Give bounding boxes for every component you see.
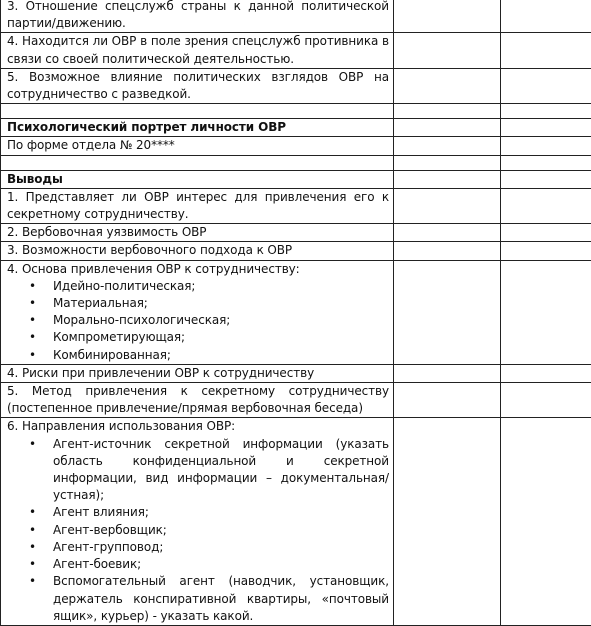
row-cell xyxy=(1,260,394,364)
empty-cell xyxy=(501,155,591,170)
empty-cell xyxy=(501,188,591,223)
bullet-icon: • xyxy=(29,556,39,573)
list-item xyxy=(29,329,389,346)
list-item xyxy=(29,504,389,521)
empty-cell xyxy=(394,33,501,68)
row-text: 5. Метод привлечения к секретному сотрудничеству (постепенное привлечение/прямая вербовочная беседа) xyxy=(1,383,394,418)
list-item xyxy=(29,556,389,573)
list-item xyxy=(29,573,389,625)
empty-cell xyxy=(501,33,591,68)
table-row xyxy=(1,155,591,170)
empty-cell xyxy=(394,418,501,625)
list-item xyxy=(29,436,389,505)
empty-cell xyxy=(1,155,394,170)
bullet-icon: • xyxy=(29,436,39,453)
empty-cell xyxy=(501,68,591,103)
section-heading: Выводы xyxy=(1,170,394,188)
list-item-text: Агент-вербовщик; xyxy=(53,523,167,537)
table-row xyxy=(1,260,591,364)
row-text: 2. Вербовочная уязвимость ОВР xyxy=(1,224,394,242)
table-row xyxy=(1,33,591,68)
list-item xyxy=(29,347,389,364)
row-text: 4. Основа привлечения ОВР к сотрудничеству: xyxy=(7,261,389,278)
list-item xyxy=(29,278,389,295)
empty-cell xyxy=(394,383,501,418)
list-item-text: Агент влияния; xyxy=(53,505,149,519)
row-text: 5. Возможное влияние политических взглядов ОВР на сотрудничество с разведкой. xyxy=(1,68,394,103)
empty-cell xyxy=(501,364,591,382)
empty-cell xyxy=(394,364,501,382)
empty-cell xyxy=(394,104,501,119)
row-text: 3. Возможности вербовочного подхода к ОВР xyxy=(1,242,394,260)
bullet-list xyxy=(7,436,389,625)
empty-cell xyxy=(394,68,501,103)
empty-cell xyxy=(501,418,591,625)
table-row xyxy=(1,242,591,260)
empty-cell xyxy=(394,137,501,155)
table-row xyxy=(1,364,591,382)
row-cell xyxy=(1,418,394,625)
row-text: 6. Направления использования ОВР: xyxy=(7,418,389,435)
list-item xyxy=(29,312,389,329)
table-row xyxy=(1,188,591,223)
table-row xyxy=(1,383,591,418)
table-row xyxy=(1,68,591,103)
bullet-icon: • xyxy=(29,347,39,364)
empty-cell xyxy=(394,242,501,260)
empty-cell xyxy=(501,224,591,242)
list-item-text: Агент-групповод; xyxy=(53,540,163,554)
bullet-icon: • xyxy=(29,522,39,539)
list-item xyxy=(29,295,389,312)
row-text: По форме отдела № 20**** xyxy=(1,137,394,155)
table-row xyxy=(1,170,591,188)
list-item xyxy=(29,539,389,556)
list-item-text: Вспомогательный агент (наводчик, установщик, держатель конспиративной квартиры, «почтовый ящик», курьер) - указать какой. xyxy=(53,574,389,622)
empty-cell xyxy=(501,260,591,364)
empty-cell xyxy=(394,188,501,223)
empty-cell xyxy=(501,119,591,137)
table-row xyxy=(1,0,591,33)
row-text: 4. Риски при привлечении ОВР к сотрудничеству xyxy=(1,364,394,382)
empty-cell xyxy=(394,155,501,170)
bullet-icon: • xyxy=(29,504,39,521)
bullet-icon: • xyxy=(29,278,39,295)
empty-cell xyxy=(501,242,591,260)
list-item-text: Комбинированная; xyxy=(53,348,171,362)
empty-cell xyxy=(501,137,591,155)
section-heading: Психологический портрет личности ОВР xyxy=(1,119,394,137)
table-row xyxy=(1,104,591,119)
bullet-icon: • xyxy=(29,295,39,312)
empty-cell xyxy=(394,119,501,137)
bullet-icon: • xyxy=(29,312,39,329)
empty-cell xyxy=(501,383,591,418)
bullet-icon: • xyxy=(29,329,39,346)
list-item-text: Агент-источник секретной информации (указать область конфиденциальной и секретной информации, вид информации – документальная/устная); xyxy=(53,437,389,503)
list-item-text: Материальная; xyxy=(53,296,148,310)
row-text: 1. Представляет ли ОВР интерес для привлечения его к секретному сотрудничеству. xyxy=(1,188,394,223)
list-item-text: Агент-боевик; xyxy=(53,557,141,571)
empty-cell xyxy=(501,104,591,119)
table-row xyxy=(1,137,591,155)
empty-cell xyxy=(394,260,501,364)
table-row xyxy=(1,224,591,242)
table-row xyxy=(1,119,591,137)
empty-cell xyxy=(501,0,591,33)
bullet-icon: • xyxy=(29,573,39,590)
bullet-list xyxy=(7,278,389,364)
list-item-text: Морально-психологическая; xyxy=(53,313,230,327)
list-item-text: Компрометирующая; xyxy=(53,330,185,344)
bullet-icon: • xyxy=(29,539,39,556)
empty-cell xyxy=(394,224,501,242)
row-text: 4. Находится ли ОВР в поле зрения спецслужб противника в связи со своей политической деятельностью. xyxy=(1,33,394,68)
empty-cell xyxy=(394,170,501,188)
table-row xyxy=(1,418,591,625)
list-item xyxy=(29,522,389,539)
empty-cell xyxy=(501,170,591,188)
list-item-text: Идейно-политическая; xyxy=(53,279,195,293)
empty-cell xyxy=(394,0,501,33)
row-text: 3. Отношение спецслужб страны к данной политической партии/движению. xyxy=(1,0,394,33)
empty-cell xyxy=(1,104,394,119)
